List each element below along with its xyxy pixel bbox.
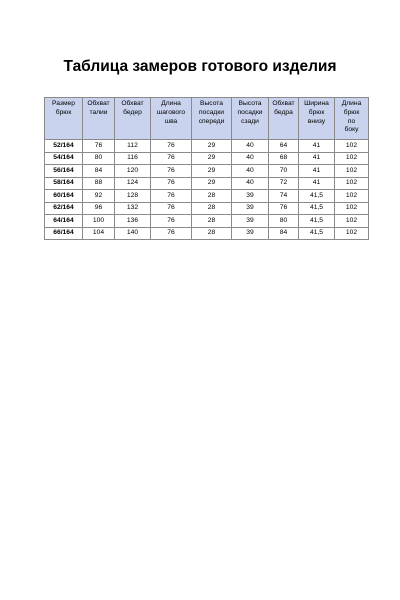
table-cell: 28 [192, 190, 232, 203]
table-cell: 76 [151, 140, 192, 153]
column-header-line: посадки [199, 108, 224, 116]
column-header-line: Высота [238, 100, 262, 107]
table-row [45, 190, 369, 203]
table-row [45, 227, 369, 240]
column-header [151, 98, 192, 140]
table-cell: 28 [192, 215, 232, 228]
table-cell: 41 [299, 165, 335, 178]
column-header [45, 98, 83, 140]
column-header-line: Обхват [87, 100, 110, 107]
table-row [45, 140, 369, 153]
table-cell: 112 [115, 140, 151, 153]
table-cell: 68 [269, 152, 299, 165]
table-cell: 76 [151, 190, 192, 203]
size-cell: 60/164 [45, 190, 83, 203]
size-cell: 66/164 [45, 227, 83, 240]
table-cell: 102 [335, 202, 369, 215]
table-cell: 96 [83, 202, 115, 215]
table-cell: 29 [192, 140, 232, 153]
table-cell: 136 [115, 215, 151, 228]
table-cell: 80 [83, 152, 115, 165]
column-header-line: шва [164, 117, 178, 125]
column-header [269, 98, 299, 140]
table-cell: 41 [299, 177, 335, 190]
column-header-line: шагового [156, 108, 186, 116]
table-cell: 70 [269, 165, 299, 178]
table-row [45, 202, 369, 215]
table-cell: 80 [269, 215, 299, 228]
column-header-line: боку [344, 126, 359, 134]
column-header [83, 98, 115, 140]
table-cell: 116 [115, 152, 151, 165]
table-cell: 100 [83, 215, 115, 228]
table-row [45, 215, 369, 228]
table-cell: 76 [269, 202, 299, 215]
column-header-line: брюк [343, 108, 360, 116]
table-cell: 28 [192, 227, 232, 240]
table-cell: 76 [151, 177, 192, 190]
column-header-line: по [347, 117, 356, 125]
table-cell: 39 [232, 215, 269, 228]
column-header-line: талии [89, 108, 108, 116]
table-cell: 88 [83, 177, 115, 190]
table-cell: 76 [151, 215, 192, 228]
measurements-table [44, 97, 369, 240]
column-header [335, 98, 369, 140]
column-header [299, 98, 335, 140]
table-cell: 102 [335, 227, 369, 240]
table-cell: 29 [192, 165, 232, 178]
table-cell: 39 [232, 227, 269, 240]
table-cell: 102 [335, 165, 369, 178]
table-cell: 28 [192, 202, 232, 215]
table-cell: 76 [151, 202, 192, 215]
table-cell: 128 [115, 190, 151, 203]
table-cell: 92 [83, 190, 115, 203]
table-cell: 72 [269, 177, 299, 190]
column-header-line: бедер [123, 108, 142, 116]
column-header [192, 98, 232, 140]
table-cell: 76 [83, 140, 115, 153]
table-cell: 29 [192, 152, 232, 165]
table-cell: 76 [151, 165, 192, 178]
table-cell: 40 [232, 165, 269, 178]
column-header-line: брюк [308, 108, 325, 116]
table-cell: 104 [83, 227, 115, 240]
size-cell: 58/164 [45, 177, 83, 190]
table-cell: 74 [269, 190, 299, 203]
table-cell: 102 [335, 177, 369, 190]
size-cell: 56/164 [45, 165, 83, 178]
size-cell: 64/164 [45, 215, 83, 228]
table-cell: 132 [115, 202, 151, 215]
table-cell: 76 [151, 152, 192, 165]
column-header-line: Размер [52, 100, 75, 107]
column-header [232, 98, 269, 140]
table-cell: 41,5 [299, 227, 335, 240]
size-cell: 54/164 [45, 152, 83, 165]
table-header-row [45, 98, 369, 140]
column-header-line: спереди [198, 117, 225, 125]
table-cell: 39 [232, 190, 269, 203]
column-header-line: Длина [341, 100, 362, 107]
column-header-line: посадки [237, 108, 263, 116]
table-row [45, 177, 369, 190]
table-row [45, 165, 369, 178]
table-cell: 76 [151, 227, 192, 240]
table-cell: 102 [335, 190, 369, 203]
table-cell: 120 [115, 165, 151, 178]
table-cell: 39 [232, 202, 269, 215]
column-header-line: Высота [200, 100, 223, 107]
table-cell: 40 [232, 152, 269, 165]
table-cell: 102 [335, 215, 369, 228]
column-header-line: сзади [241, 117, 259, 125]
table-cell: 102 [335, 140, 369, 153]
table-cell: 40 [232, 177, 269, 190]
table-cell: 29 [192, 177, 232, 190]
table-cell: 140 [115, 227, 151, 240]
table-body [45, 140, 369, 240]
table-row [45, 152, 369, 165]
table-cell: 41,5 [299, 190, 335, 203]
column-header-line: внизу [307, 117, 326, 125]
table-cell: 40 [232, 140, 269, 153]
column-header-line: брюк [55, 108, 72, 116]
column-header-line: Обхват [121, 100, 144, 107]
column-header-line: Обхват [272, 100, 295, 107]
table-cell: 41,5 [299, 202, 335, 215]
column-header [115, 98, 151, 140]
table-cell: 84 [269, 227, 299, 240]
table-cell: 64 [269, 140, 299, 153]
table-cell: 102 [335, 152, 369, 165]
table-cell: 41 [299, 152, 335, 165]
size-cell: 52/164 [45, 140, 83, 153]
column-header-line: Длина [161, 100, 181, 107]
column-header-line: Ширина [304, 100, 329, 107]
table-cell: 124 [115, 177, 151, 190]
table-cell: 41,5 [299, 215, 335, 228]
size-cell: 62/164 [45, 202, 83, 215]
table-cell: 84 [83, 165, 115, 178]
table-cell: 41 [299, 140, 335, 153]
page-title: Таблица замеров готового изделия [63, 58, 337, 75]
column-header-line: бедра [274, 108, 293, 116]
